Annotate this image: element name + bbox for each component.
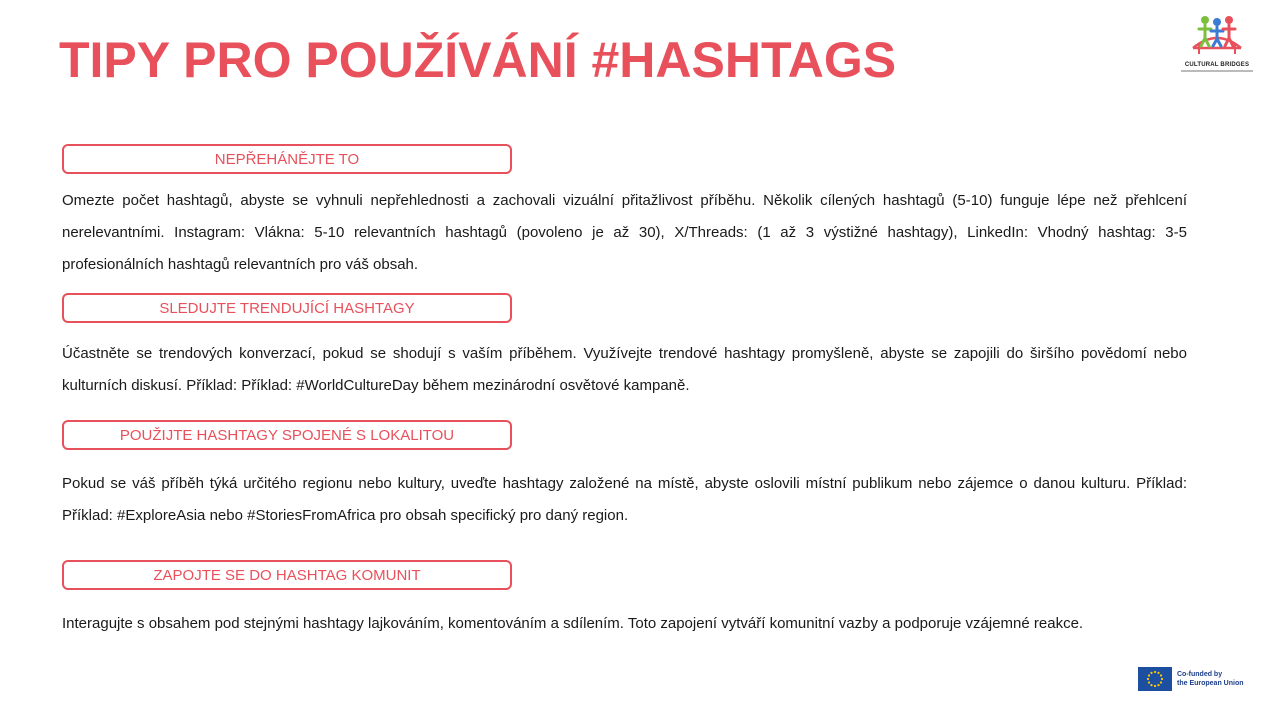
eu-cofunded-text [1177, 670, 1244, 688]
logo-underline [1181, 70, 1253, 72]
eu-text-line-1: Co-funded by [1177, 671, 1223, 678]
cultural-bridges-logo [1172, 14, 1262, 84]
eu-text-line-2: the European Union [1177, 680, 1244, 687]
eu-cofunded-badge [1138, 667, 1244, 691]
section-heading-1: NEPŘEHÁNĚJTE TO [62, 144, 512, 174]
section-heading-3: POUŽIJTE HASHTAGY SPOJENÉ S LOKALITOU [62, 420, 512, 450]
bridge-people-icon [1189, 14, 1245, 60]
section-body-1: Omezte počet hashtagů, abyste se vyhnuli nepřehlednosti a zachovali vizuální přitažlivost příběhu. Několik cílených hashtagů (5-10) funguje lépe než přehlcení nerelevantními. Instagram: Vlákna: 5-10 relevantních hashtagů (povoleno je až 30), X/Threads: (1 až 3 výstižné hashtagy), LinkedIn: Vhodný hashtag: 3-5 profesionálních hashtagů relevantních pro váš obsah. [62, 192, 1187, 273]
logo-text: CULTURAL BRIDGES [1184, 62, 1250, 68]
section-heading-4: ZAPOJTE SE DO HASHTAG KOMUNIT [62, 560, 512, 590]
slide-title: TIPY PRO POUŽÍVÁNÍ #HASHTAGS [59, 32, 897, 88]
section-body-4: Interagujte s obsahem pod stejnými hashtagy lajkováním, komentováním a sdílením. Toto zapojení vytváří komunitní vazby a podporuje vzájemné reakce. [62, 615, 1084, 632]
eu-flag-icon [1138, 667, 1172, 691]
section-body-2: Účastněte se trendových konverzací, pokud se shodují s vaším příběhem. Využívejte trendové hashtagy promyšleně, abyste se zapojili do širšího povědomí nebo kulturních diskusí. Příklad: Příklad: #WorldCultureDay během mezinárodní osvětové kampaně. [62, 345, 1187, 394]
section-body-3: Pokud se váš příběh týká určitého regionu nebo kultury, uveďte hashtagy založené na místě, abyste oslovili místní publikum nebo zájemce o danou kulturu. Příklad: Příklad: #ExploreAsia nebo #StoriesFromAfrica pro obsah specifický pro daný region. [62, 475, 1187, 524]
section-heading-2: SLEDUJTE TRENDUJÍCÍ HASHTAGY [62, 293, 512, 323]
